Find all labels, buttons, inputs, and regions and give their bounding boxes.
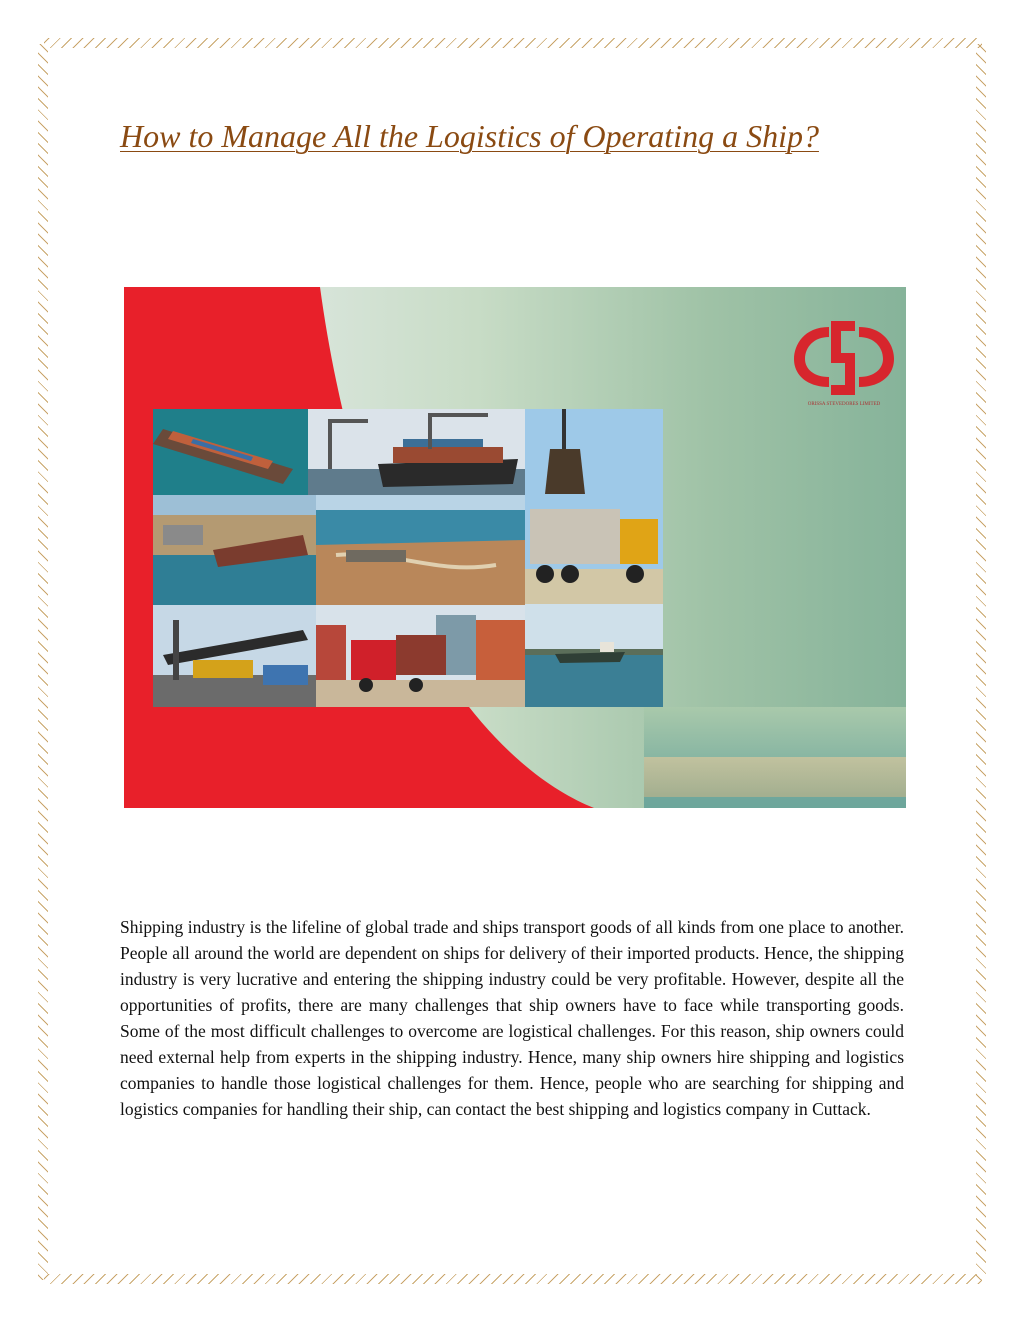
page-border-top [44, 38, 982, 48]
photo-grab-crane-truck [525, 409, 663, 604]
document-title[interactable]: How to Manage All the Logistics of Operating a Ship? [120, 118, 819, 154]
logo-caption: ORISSA STEVEDORES LIMITED [807, 402, 881, 407]
photo-port-cranes [308, 409, 525, 495]
cargo-ship-illustration [689, 807, 849, 808]
coastline-background [644, 757, 906, 797]
photo-port-harbour [153, 495, 316, 605]
page-border-bottom [44, 1274, 982, 1284]
photo-tanker-sea [525, 604, 663, 707]
photo-gantry-crane [153, 605, 316, 707]
banner-image [124, 287, 906, 808]
company-logo [789, 317, 899, 407]
photo-container-ship-aerial [153, 409, 308, 495]
page-border-left [38, 44, 48, 1280]
page-border-right [976, 44, 986, 1280]
photo-red-truck-yard [316, 605, 525, 707]
photo-coastline-aerial [316, 495, 525, 605]
body-paragraph: Shipping industry is the lifeline of global trade and ships transport goods of all kinds from one place to another. People all around the world are dependent on ships for delivery of their imported products. Hence, the shipping industry is very lucrative and entering the shipping industry could be very profitable. However, despite all the opportunities of profits, there are many challenges that ship owners have to face while transporting goods. Some of the most difficult challenges to overcome are logistical challenges. For this reason, ship owners could need external help from experts in the shipping industry. Hence, many ship owners hire shipping and logistics companies to handle those logistical challenges for them. Hence, people who are searching for shipping and logistics companies for handling their ship, can contact the best shipping and logistics company in Cuttack. [120, 917, 904, 1119]
